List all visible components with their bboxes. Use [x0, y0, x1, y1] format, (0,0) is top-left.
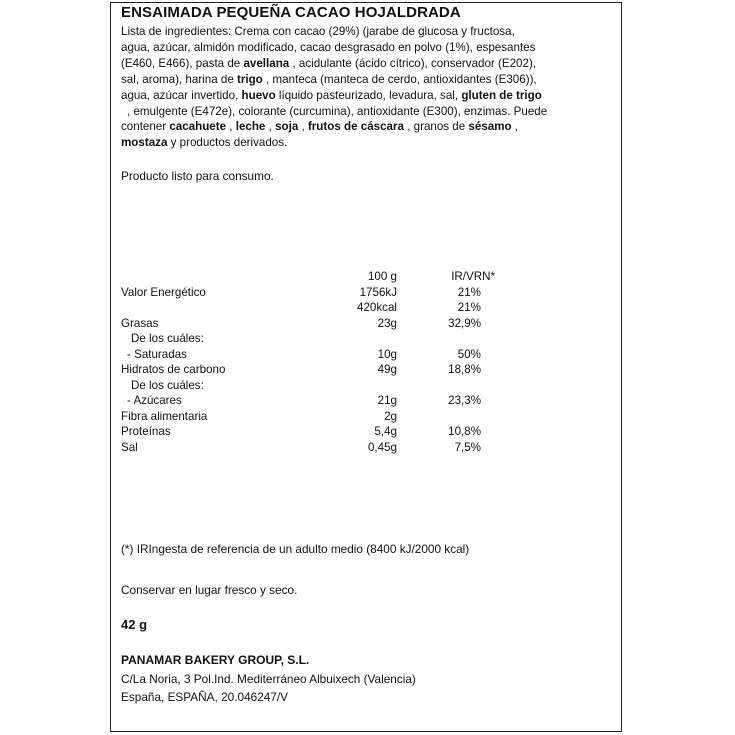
product-title: ENSAIMADA PEQUEÑA CACAO HOJALDRADA — [121, 4, 461, 21]
nutrition-row — [121, 425, 601, 441]
nutrient-name: - Azúcares — [127, 394, 182, 407]
nutrition-row — [121, 348, 601, 364]
ingredient-text: contener — [121, 120, 170, 134]
nutrition-row — [121, 301, 601, 317]
ingredients-line — [121, 56, 617, 72]
ingredient-text: (E460, E466), pasta de — [121, 56, 244, 70]
nutrient-name: Proteínas — [121, 425, 171, 438]
ingredients-line — [121, 24, 617, 40]
nutrition-row — [121, 410, 601, 426]
product-label — [110, 2, 622, 732]
ingredient-text: , emulgente (E472e), colorante (curcumina), antioxidante (E300), enzimas. Puede — [127, 104, 548, 118]
ingredients-list — [121, 24, 617, 151]
nutrition-row — [121, 379, 601, 395]
nutrient-value: 10g — [377, 347, 397, 361]
nutrition-header — [121, 270, 601, 286]
nutrient-value: 420kcal — [357, 301, 397, 314]
ingredient-text: , acidulante (ácido cítrico), conservador (E202), — [289, 56, 537, 70]
ready-note: Producto listo para consumo. — [121, 169, 274, 183]
nutrition-header-per: 100 g — [367, 270, 397, 283]
nutrition-row — [121, 394, 601, 410]
ingredients-line — [121, 40, 617, 56]
nutrient-ir: 32,9% — [448, 316, 481, 330]
nutrient-ir: 18,8% — [448, 363, 481, 376]
nutrient-value: 2g — [384, 409, 397, 423]
nutrition-table — [121, 270, 601, 456]
ingredient-text: , manteca (manteca de cerdo, antioxidantes (E306)), — [262, 72, 537, 86]
nutrient-value: 21g — [377, 394, 397, 407]
nutrient-ir: 21% — [457, 285, 481, 299]
ingredient-text: y productos derivados. — [167, 136, 288, 150]
ingredient-text: , — [265, 120, 276, 134]
allergen-text: leche — [235, 120, 266, 134]
ingredients-line — [121, 104, 617, 120]
allergen-text: huevo — [241, 88, 276, 102]
ingredient-text: líquido pasteurizado, levadura, sal, — [275, 88, 462, 102]
nutrient-name: Sal — [121, 440, 138, 454]
nutrient-ir: 10,8% — [448, 425, 481, 438]
nutrition-row — [121, 363, 601, 379]
ingredient-text: , — [298, 120, 308, 134]
ingredient-text: , — [511, 120, 519, 134]
ingredients-line — [121, 88, 617, 104]
nutrient-value: 1756kJ — [359, 285, 397, 299]
nutrient-name: Valor Energético — [121, 285, 206, 299]
allergen-text: mostaza — [121, 136, 168, 150]
nutrient-value: 49g — [377, 363, 397, 376]
company-registry: España, ESPAÑA, 20.046247/V — [121, 690, 289, 704]
nutrition-row — [121, 332, 601, 348]
nutrient-value: 5,4g — [374, 425, 397, 438]
allergen-text: soja — [275, 120, 299, 134]
allergen-text: gluten de trigo — [461, 88, 542, 102]
allergen-text: avellana — [243, 56, 290, 70]
nutrient-ir: 7,5% — [454, 440, 481, 454]
nutrient-value: 0,45g — [367, 440, 397, 454]
ingredient-text: , — [226, 120, 236, 134]
nutrition-row — [121, 317, 601, 333]
allergen-text: frutos de cáscara — [307, 120, 404, 134]
allergen-text: cacahuete — [169, 120, 227, 134]
ingredients-line — [121, 135, 617, 151]
ingredient-text: agua, azúcar, almidón modificado, cacao desgrasado en polvo (1%), espesantes — [121, 40, 536, 54]
nutrient-ir: 23,3% — [448, 394, 481, 407]
ingredient-text: Lista de ingredientes: Crema con cacao (29%) (jarabe de glucosa y fructosa, — [121, 25, 515, 38]
storage-instructions: Conservar en lugar fresco y seco. — [121, 583, 298, 597]
nutrient-ir: 50% — [457, 347, 481, 361]
nutrient-name: De los cuáles: — [131, 378, 204, 392]
nutrient-name: Fibra alimentaria — [121, 409, 208, 423]
ingredients-line — [121, 119, 617, 135]
footnote: (*) IRIngesta de referencia de un adulto medio (8400 kJ/2000 kcal) — [121, 542, 470, 556]
allergen-text: trigo — [237, 72, 263, 86]
nutrient-name: - Saturadas — [127, 347, 187, 361]
nutrition-row — [121, 286, 601, 302]
nutrient-name: Hidratos de carbono — [121, 363, 226, 376]
net-weight: 42 g — [121, 617, 148, 632]
nutrient-value: 23g — [377, 316, 397, 330]
ingredient-text: , granos de — [403, 120, 469, 134]
ingredient-text: sal, aroma), harina de — [121, 72, 237, 86]
company-name: PANAMAR BAKERY GROUP, S.L. — [121, 653, 310, 667]
allergen-text: sésamo — [468, 120, 512, 134]
nutrient-name: Grasas — [121, 316, 159, 330]
company-address: C/La Noria, 3 Pol.Ind. Mediterráneo Albuixech (Valencia) — [121, 672, 416, 686]
ingredients-line — [121, 72, 617, 88]
ingredient-text: agua, azúcar invertido, — [121, 88, 242, 102]
nutrient-ir: 21% — [457, 301, 481, 314]
nutrition-header-ir: IR/VRN* — [451, 270, 495, 283]
nutrient-name: De los cuáles: — [131, 332, 204, 345]
nutrition-row — [121, 441, 601, 457]
